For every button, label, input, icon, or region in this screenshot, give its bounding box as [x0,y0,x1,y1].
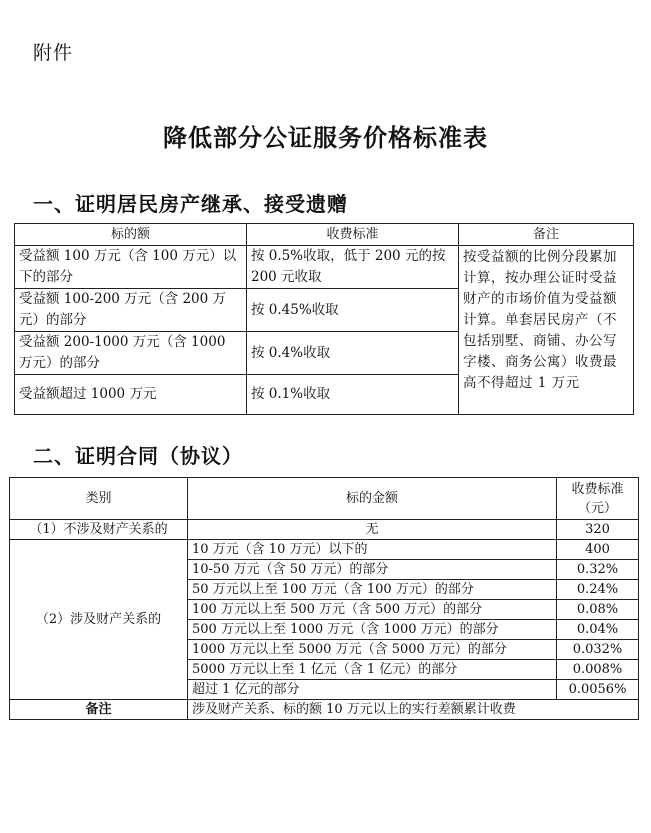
column-header-fee: 收费标准 [247,224,459,246]
column-header-amount: 标的额 [15,224,247,246]
table-row [10,540,639,560]
amount-cell: 受益额超过 1000 万元 [15,375,247,415]
fee-cell: 0.08% [557,600,639,620]
fee-cell: 0.008% [557,660,639,680]
table-row [10,700,639,720]
fee-cell: 0.32% [557,560,639,580]
table-header-row [10,478,639,520]
fee-cell: 0.032% [557,640,639,660]
contract-fee-table [9,477,639,720]
inheritance-fee-table [14,223,634,415]
amount-cell: 受益额 200-1000 万元（含 1000 万元）的部分 [15,332,247,375]
fee-cell: 320 [557,520,639,540]
fee-cell: 0.24% [557,580,639,600]
note-cell: 按受益额的比例分段累加计算，按办理公证时受益财产的市场价值为受益额计算。单套居民房产（不包括别墅、商铺、办公写字楼、商务公寓）收费最高不得超过 1 万元 [459,246,634,415]
table-header-row [15,224,634,246]
column-header-fee: 收费标准（元） [557,478,639,520]
amount-cell: 500 万元以上至 1000 万元（含 1000 万元）的部分 [188,620,557,640]
amount-cell: 1000 万元以上至 5000 万元（含 5000 万元）的部分 [188,640,557,660]
fee-cell: 按 0.45%收取 [247,289,459,332]
amount-cell: 100 万元以上至 500 万元（含 500 万元）的部分 [188,600,557,620]
column-header-category: 类别 [10,478,188,520]
document-title: 降低部分公证服务价格标准表 [163,123,488,152]
column-header-amount: 标的金额 [188,478,557,520]
fee-cell: 按 0.5%收取，低于 200 元的按 200 元收取 [247,246,459,289]
section2-heading: 二、证明合同（协议） [33,444,243,468]
amount-cell: 50 万元以上至 100 万元（含 100 万元）的部分 [188,580,557,600]
column-header-note: 备注 [459,224,634,246]
amount-cell: 受益额 100-200 万元（含 200 万元）的部分 [15,289,247,332]
amount-cell: 10 万元（含 10 万元）以下的 [188,540,557,560]
table-row [15,246,634,289]
category-cell: （1）不涉及财产关系的 [10,520,188,540]
amount-cell: 受益额 100 万元（含 100 万元）以下的部分 [15,246,247,289]
note-text: 涉及财产关系、标的额 10 万元以上的实行差额累计收费 [188,700,639,720]
note-label: 备注 [10,700,188,720]
fee-cell: 按 0.4%收取 [247,332,459,375]
attachment-label: 附件 [33,42,74,64]
amount-cell: 10-50 万元（含 50 万元）的部分 [188,560,557,580]
fee-cell: 0.04% [557,620,639,640]
fee-cell: 400 [557,540,639,560]
amount-cell: 无 [188,520,557,540]
amount-cell: 超过 1 亿元的部分 [188,680,557,700]
table-row [10,520,639,540]
category-cell: （2）涉及财产关系的 [10,540,188,700]
fee-cell: 按 0.1%收取 [247,375,459,415]
amount-cell: 5000 万元以上至 1 亿元（含 1 亿元）的部分 [188,660,557,680]
section1-heading: 一、证明居民房产继承、接受遗赠 [33,192,348,216]
fee-cell: 0.0056% [557,680,639,700]
